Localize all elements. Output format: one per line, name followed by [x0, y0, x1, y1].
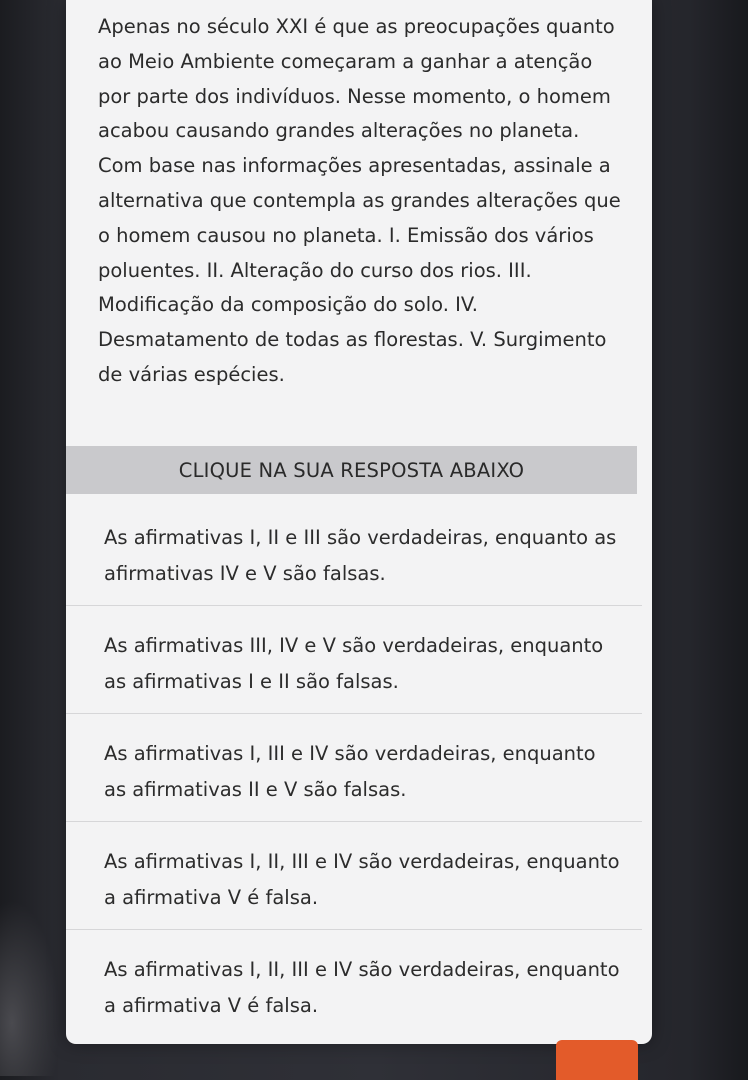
answer-option-5[interactable]: As afirmativas I, II, III e IV são verdadeiras, enquanto a afirmativa V é falsa. — [104, 958, 620, 1017]
bottom-accent-tab — [556, 1040, 638, 1080]
answer-option-3[interactable]: As afirmativas I, III e IV são verdadeiras, enquanto as afirmativas II e V são falsas. — [66, 714, 642, 822]
question-text: Apenas no século XXI é que as preocupações quanto ao Meio Ambiente começaram a ganhar a atenção por parte dos indivíduos. Nesse momento, o homem acabou causando grandes alterações no planeta. Com base nas informações apresentadas, assinale a alternativa que contempla as grandes alterações que o homem causou no planeta. I. Emissão dos vários poluentes. II. Alteração do curso dos rios. III. Modificação da composição do solo. IV. Desmatamento de todas as florestas. V. Surgimento de várias espécies. — [98, 15, 621, 386]
answer-list — [66, 498, 652, 1038]
background-shadow — [0, 900, 60, 1076]
question-card — [66, 0, 652, 1044]
answer-instruction-banner — [66, 446, 637, 494]
answer-option-1[interactable]: As afirmativas I, II e III são verdadeiras, enquanto as afirmativas IV e V são falsas. — [66, 498, 642, 606]
answer-option-4[interactable]: As afirmativas I, II, III e IV são verdadeiras, enquanto a afirmativa V é falsa. — [66, 822, 642, 930]
answer-option-2[interactable]: As afirmativas III, IV e V são verdadeiras, enquanto as afirmativas I e II são falsas. — [66, 606, 642, 714]
banner-label: CLIQUE NA SUA RESPOSTA ABAIXO — [178, 458, 525, 482]
